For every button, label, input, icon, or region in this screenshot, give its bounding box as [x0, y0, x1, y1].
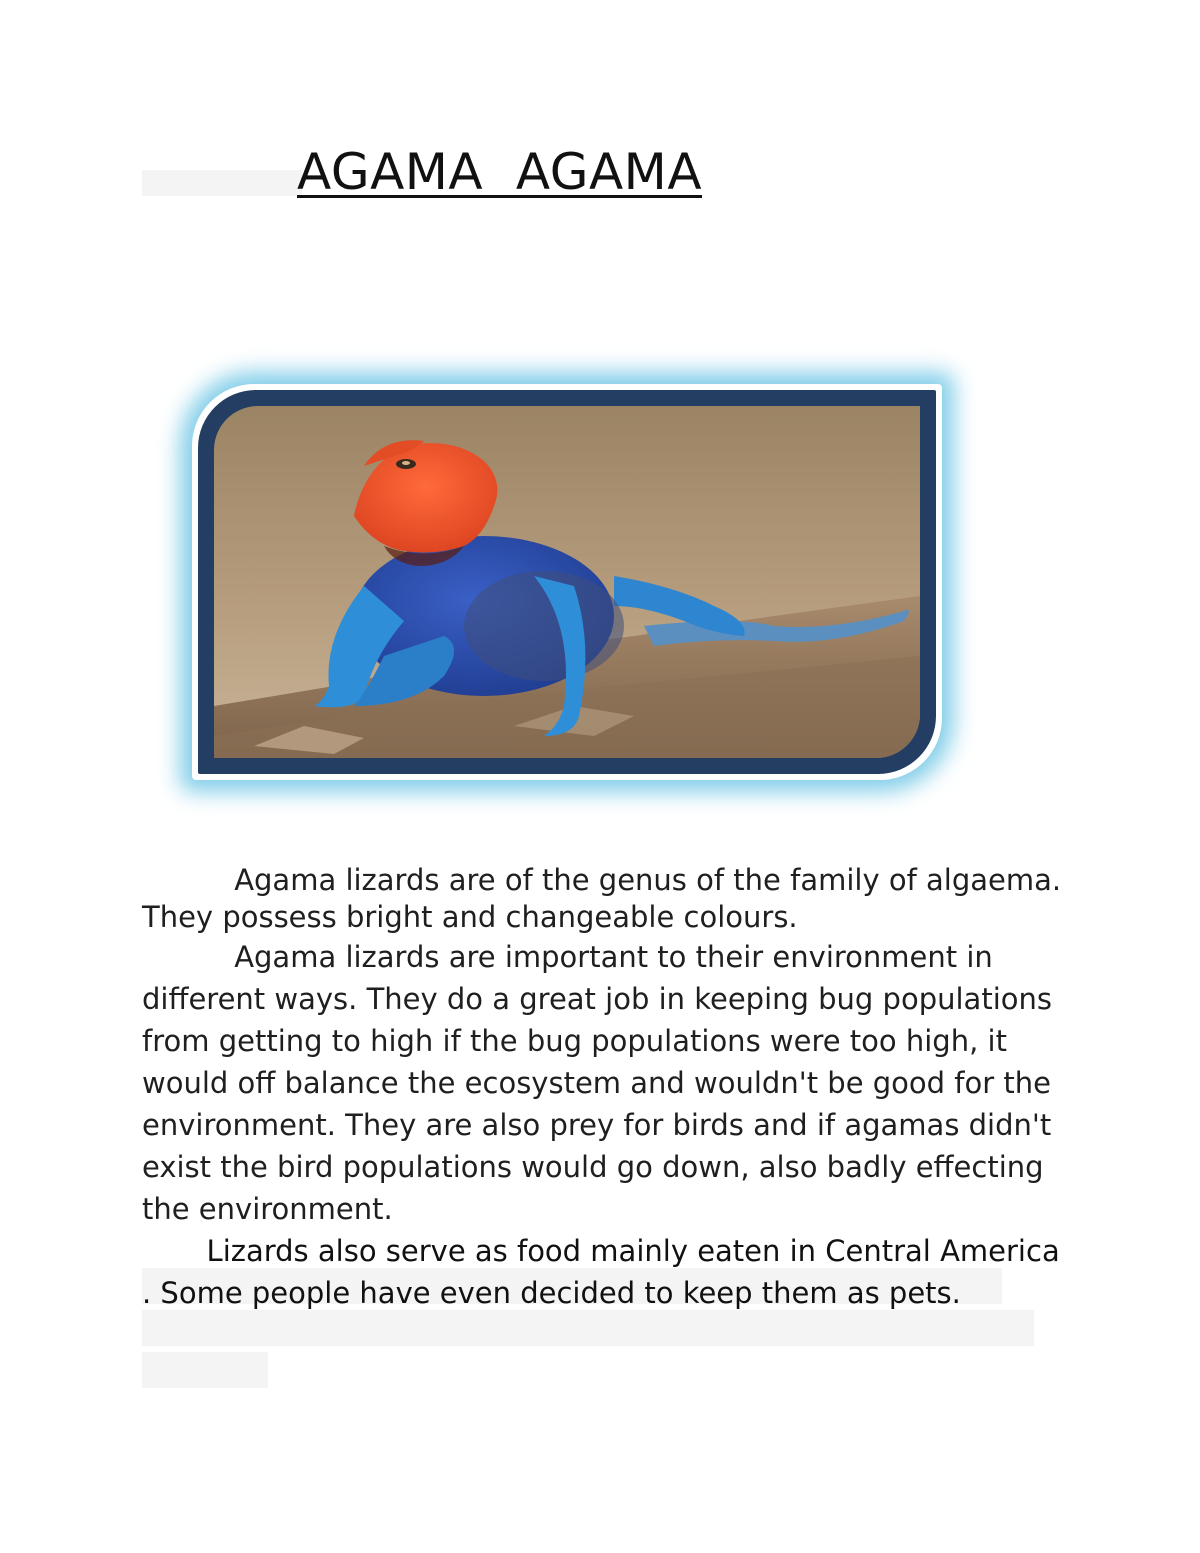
paragraph-environment: Agama lizards are important to their environment in different ways. They do a great job in keeping bug populations from getting to high if the bug populations were too high, it would off balance the ecosystem and wouldn't be good for the environment. They are also prey for birds and if agamas didn't exist the bird populations would go down, also badly effecting the environment. — [142, 940, 1062, 1226]
paragraph-food: Lizards also serve as food mainly eaten in Central America . Some people have even decided to keep them as pets. — [142, 1234, 1069, 1310]
document-body — [142, 862, 1072, 1314]
paragraph-highlight — [142, 1352, 268, 1388]
title-highlight — [142, 170, 302, 196]
paragraph-colours: They possess bright and changeable colours. — [142, 900, 798, 934]
paragraph-genus: Agama lizards are of the genus of the family of algaema. — [142, 863, 1062, 897]
agama-lizard-image — [214, 406, 920, 758]
paragraph-highlight — [142, 1310, 1034, 1346]
lizard-photo — [214, 406, 920, 758]
lizard-photo-frame — [198, 390, 936, 774]
document-title: AGAMA AGAMA — [297, 143, 703, 201]
